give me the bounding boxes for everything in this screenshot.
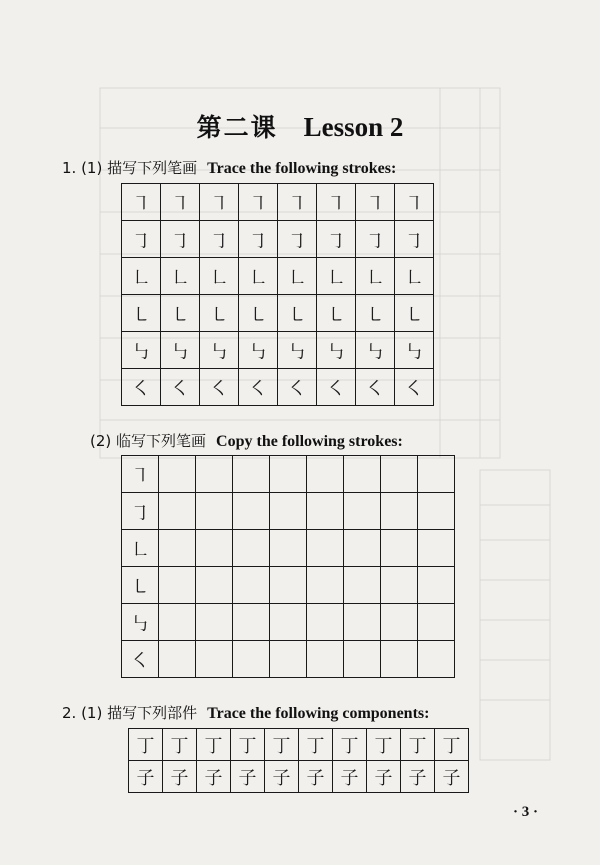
stroke-copy-cell [381,641,418,678]
stroke-trace-cell: ㇆ [278,221,317,258]
stroke-trace-cell: ㇉ [317,332,356,369]
stroke-copy-cell [418,456,455,493]
component-trace-cell: 子 [163,761,197,793]
stroke-copy-grid [121,455,455,678]
component-trace-cell: 子 [129,761,163,793]
stroke-copy-cell: ㇄ [122,567,159,604]
stroke-copy-cell: ㇆ [122,493,159,530]
stroke-copy-row [122,641,455,678]
stroke-trace-cell: ㇉ [161,332,200,369]
stroke-copy-cell [270,567,307,604]
stroke-copy-cell [159,493,196,530]
stroke-copy-cell [270,641,307,678]
stroke-copy-row [122,604,455,641]
stroke-trace-cell: ㇆ [122,221,161,258]
stroke-copy-cell [233,567,270,604]
lesson-title-en: Lesson 2 [303,112,404,142]
stroke-trace-cell: ㇉ [278,332,317,369]
component-trace-cell: 丁 [367,729,401,761]
stroke-copy-cell [270,530,307,567]
stroke-copy-cell [381,530,418,567]
stroke-trace-cell: ㇆ [356,221,395,258]
component-trace-row [129,729,469,761]
stroke-copy-cell: ㇉ [122,604,159,641]
stroke-trace-cell: ㇕ [317,184,356,221]
stroke-trace-cell: ㇗ [395,258,434,295]
stroke-copy-cell [418,530,455,567]
stroke-trace-cell: ㇉ [239,332,278,369]
stroke-trace-cell: ㇄ [200,295,239,332]
stroke-trace-cell: ㇕ [200,184,239,221]
stroke-trace-cell: ㇄ [278,295,317,332]
stroke-trace-cell: ㇆ [239,221,278,258]
exercise-2-1-heading [62,702,429,723]
stroke-trace-row [122,332,434,369]
stroke-copy-cell [159,456,196,493]
stroke-copy-row [122,530,455,567]
stroke-copy-cell [196,567,233,604]
stroke-trace-cell: ㇗ [278,258,317,295]
stroke-copy-cell [307,530,344,567]
stroke-copy-cell [196,493,233,530]
stroke-trace-cell: ㇄ [317,295,356,332]
component-trace-cell: 丁 [435,729,469,761]
stroke-copy-cell [381,604,418,641]
stroke-copy-cell [233,456,270,493]
stroke-copy-cell [344,641,381,678]
stroke-trace-cell: ㇛ [239,369,278,406]
stroke-copy-cell [270,493,307,530]
stroke-copy-cell [159,567,196,604]
stroke-trace-cell: ㇄ [122,295,161,332]
stroke-trace-row [122,369,434,406]
stroke-trace-cell: ㇕ [356,184,395,221]
stroke-trace-cell: ㇛ [356,369,395,406]
component-trace-grid [128,728,469,793]
stroke-copy-cell [307,604,344,641]
stroke-trace-cell: ㇗ [356,258,395,295]
stroke-copy-cell: ㇛ [122,641,159,678]
exercise-1-1-heading [62,157,396,178]
lesson-title-cn: 第二课 [196,113,278,142]
stroke-copy-cell [270,456,307,493]
exercise-1-1-instruction: Trace the following strokes: [207,160,397,177]
stroke-copy-cell [233,604,270,641]
stroke-trace-row [122,258,434,295]
component-trace-cell: 丁 [333,729,367,761]
stroke-trace-cell: ㇛ [317,369,356,406]
component-trace-cell: 子 [299,761,333,793]
stroke-trace-cell: ㇗ [122,258,161,295]
stroke-copy-cell [196,456,233,493]
component-trace-row [129,761,469,793]
component-trace-cell: 子 [367,761,401,793]
component-trace-cell: 子 [435,761,469,793]
stroke-copy-cell [418,641,455,678]
stroke-trace-cell: ㇉ [356,332,395,369]
stroke-copy-cell [159,530,196,567]
stroke-copy-row [122,567,455,604]
stroke-copy-cell [307,567,344,604]
stroke-trace-cell: ㇛ [395,369,434,406]
stroke-copy-cell [344,493,381,530]
stroke-trace-grid [121,183,434,406]
stroke-trace-cell: ㇉ [395,332,434,369]
stroke-trace-cell: ㇗ [161,258,200,295]
lesson-title [0,108,600,144]
stroke-trace-cell: ㇛ [122,369,161,406]
stroke-copy-cell [159,641,196,678]
stroke-copy-cell: ㇗ [122,530,159,567]
exercise-1-2-label: (2) 临写下列笔画 [90,432,207,450]
stroke-trace-cell: ㇄ [356,295,395,332]
stroke-trace-row [122,221,434,258]
component-trace-cell: 子 [231,761,265,793]
component-trace-cell: 子 [333,761,367,793]
stroke-copy-cell [233,493,270,530]
stroke-trace-cell: ㇕ [161,184,200,221]
stroke-copy-cell [418,604,455,641]
stroke-trace-cell: ㇆ [200,221,239,258]
stroke-copy-cell [307,493,344,530]
component-trace-cell: 丁 [231,729,265,761]
component-trace-cell: 子 [197,761,231,793]
component-trace-cell: 丁 [163,729,197,761]
stroke-trace-cell: ㇗ [317,258,356,295]
stroke-trace-cell: ㇕ [239,184,278,221]
stroke-trace-cell: ㇕ [395,184,434,221]
component-trace-cell: 丁 [299,729,333,761]
stroke-trace-cell: ㇄ [161,295,200,332]
component-trace-cell: 丁 [265,729,299,761]
stroke-copy-cell [381,493,418,530]
stroke-copy-cell [196,604,233,641]
stroke-trace-cell: ㇛ [161,369,200,406]
stroke-trace-cell: ㇕ [278,184,317,221]
stroke-copy-cell [344,567,381,604]
stroke-trace-cell: ㇉ [200,332,239,369]
exercise-1-2-instruction: Copy the following strokes: [216,433,403,450]
stroke-trace-cell: ㇉ [122,332,161,369]
stroke-copy-cell [344,456,381,493]
stroke-copy-cell [233,530,270,567]
component-trace-cell: 丁 [197,729,231,761]
component-trace-cell: 丁 [129,729,163,761]
stroke-trace-row [122,295,434,332]
stroke-trace-cell: ㇗ [239,258,278,295]
exercise-2-1-label: 2. (1) 描写下列部件 [62,704,198,722]
stroke-copy-cell [233,641,270,678]
stroke-copy-cell [381,456,418,493]
exercise-2-1-instruction: Trace the following components: [207,705,430,722]
stroke-copy-cell [381,567,418,604]
component-trace-cell: 子 [265,761,299,793]
component-trace-cell: 子 [401,761,435,793]
exercise-1-2-heading [90,430,403,451]
stroke-copy-cell [196,641,233,678]
stroke-copy-cell [418,493,455,530]
stroke-trace-cell: ㇄ [239,295,278,332]
stroke-copy-cell [270,604,307,641]
stroke-trace-cell: ㇛ [278,369,317,406]
stroke-trace-cell: ㇆ [395,221,434,258]
stroke-copy-cell [344,530,381,567]
stroke-copy-cell [159,604,196,641]
stroke-copy-row [122,493,455,530]
stroke-trace-cell: ㇆ [317,221,356,258]
stroke-copy-cell [196,530,233,567]
stroke-copy-cell [307,641,344,678]
stroke-trace-cell: ㇛ [200,369,239,406]
stroke-copy-cell [418,567,455,604]
page-number: · 3 · [512,804,538,820]
stroke-trace-row [122,184,434,221]
stroke-trace-cell: ㇗ [200,258,239,295]
stroke-copy-cell [307,456,344,493]
stroke-copy-cell: ㇕ [122,456,159,493]
stroke-trace-cell: ㇄ [395,295,434,332]
stroke-copy-row [122,456,455,493]
component-trace-cell: 丁 [401,729,435,761]
stroke-trace-cell: ㇆ [161,221,200,258]
stroke-trace-cell: ㇕ [122,184,161,221]
exercise-1-1-label: 1. (1) 描写下列笔画 [62,159,198,177]
stroke-copy-cell [344,604,381,641]
